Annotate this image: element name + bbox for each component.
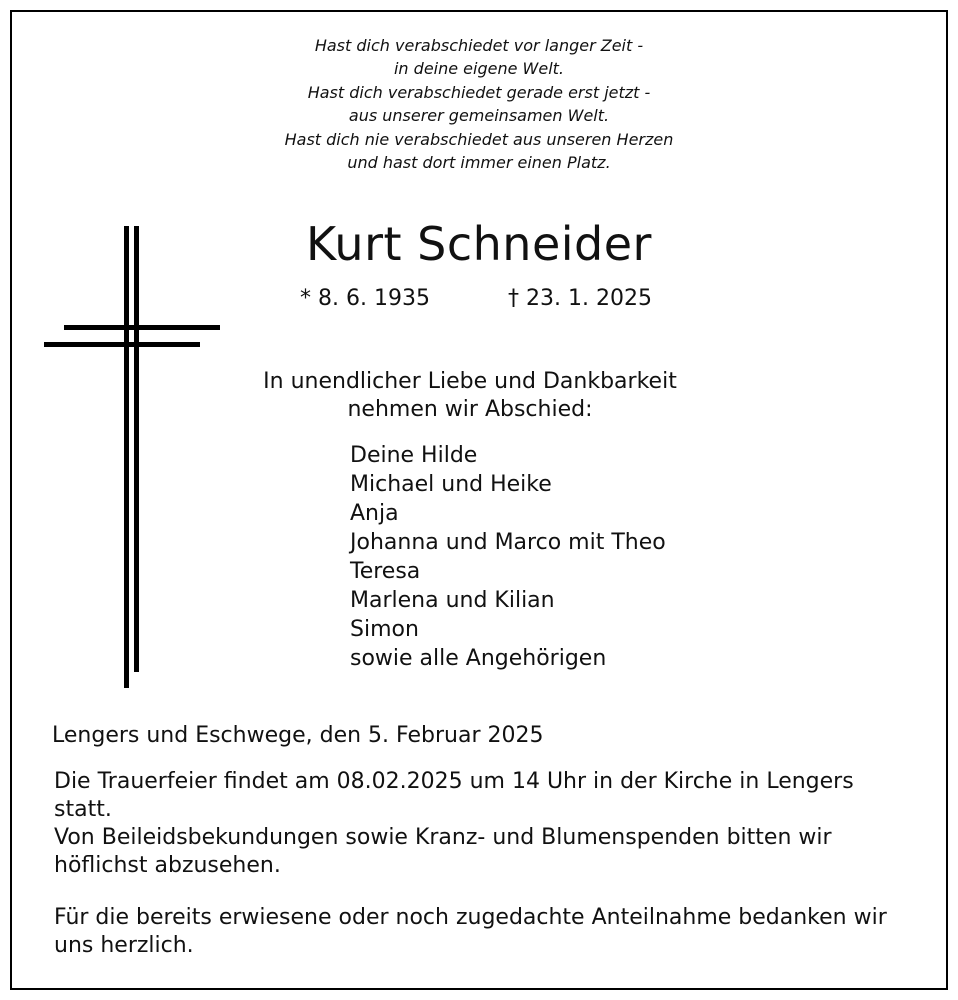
deceased-name: Kurt Schneider <box>306 217 652 271</box>
mourners-list <box>350 441 666 673</box>
place-and-date: Lengers und Eschwege, den 5. Februar 2025 <box>52 723 544 748</box>
intro-line: nehmen wir Abschied: <box>347 397 593 422</box>
poem-line: Hast dich verabschiedet vor langer Zeit - <box>314 36 644 55</box>
list-item: Johanna und Marco mit Theo <box>350 530 666 555</box>
death-date: † 23. 1. 2025 <box>508 286 652 311</box>
intro-line: In unendlicher Liebe und Dankbarkeit <box>263 369 677 394</box>
poem-line: in deine eigene Welt. <box>393 59 564 79</box>
thanks-note: Für die bereits erwiesene oder noch zugedachte Anteilnahme bedanken wir uns herzlich. <box>54 905 887 958</box>
poem-line: aus unserer gemeinsamen Welt. <box>348 106 610 126</box>
poem-line: Hast dich nie verabschiedet aus unseren Herzen <box>284 129 674 149</box>
list-item: sowie alle Angehörigen <box>350 646 607 671</box>
notice-paragraph: Von Beileidsbekundungen sowie Kranz- und Blumenspenden bitten wir höflichst abzusehen. <box>54 825 832 878</box>
birth-date: * 8. 6. 1935 <box>300 286 430 311</box>
farewell-intro <box>190 368 750 424</box>
poem <box>0 34 958 174</box>
list-item: Simon <box>350 617 419 642</box>
list-item: Deine Hilde <box>350 443 478 468</box>
list-item: Anja <box>350 501 399 526</box>
double-line-cross-icon <box>40 222 222 692</box>
funeral-notice <box>54 768 914 880</box>
poem-line: Hast dich verabschiedet gerade erst jetzt - <box>307 82 651 102</box>
list-item: Michael und Heike <box>350 472 552 497</box>
list-item: Marlena und Kilian <box>350 588 555 613</box>
poem-line: und hast dort immer einen Platz. <box>347 153 611 173</box>
list-item: Teresa <box>350 559 421 584</box>
notice-paragraph: Die Trauerfeier findet am 08.02.2025 um 14 Uhr in der Kirche in Lengers statt. <box>54 769 854 822</box>
